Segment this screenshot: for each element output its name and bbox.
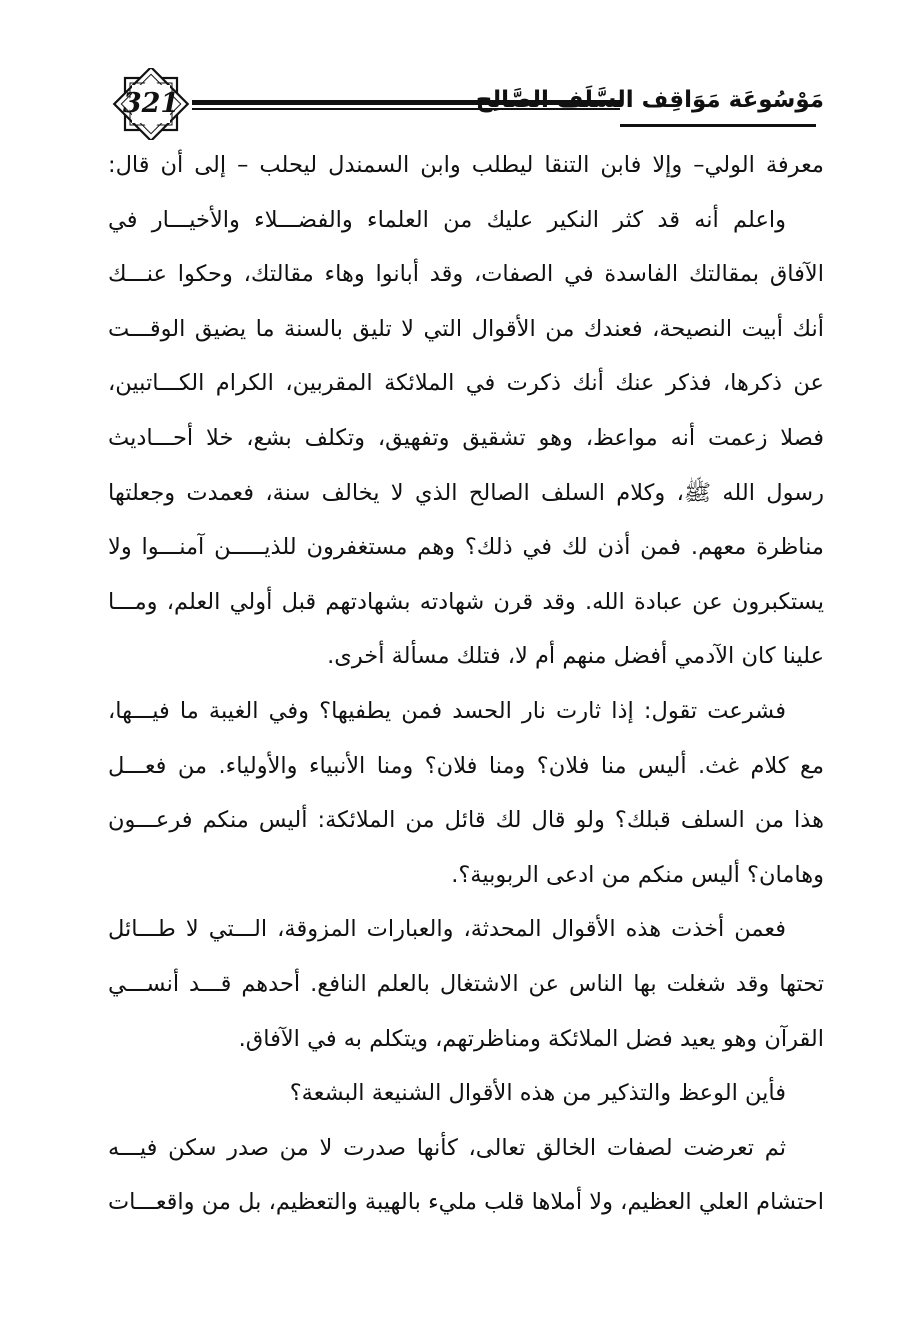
- paragraph-end-line: علينا كان الآدمي أفضل منهم أم لا، فتلك مسألة أخرى.: [327, 643, 824, 670]
- text-line: فصلا زعمت أنه مواعظ، وهو تشقيق وتفهيق، وتكلف بشع، خلا أحـــاديث: [108, 424, 824, 451]
- text-line: رسول الله ﷺ، وكلام السلف الصالح الذي لا يخالف سنة، فعمدت وجعلتها: [108, 479, 824, 506]
- paragraph-start-line: فعمن أخذت هذه الأقوال المحدثة، والعبارات المزوقة، الـــتي لا طـــائل: [108, 916, 786, 943]
- book-title-underline: [620, 124, 816, 127]
- text-line: تحتها وقد شغلت بها الناس عن الاشتغال بالعلم النافع. أحدهم قـــد أنســـي: [108, 970, 824, 997]
- text-line: مع كلام غث. أليس منا فلان؟ ومنا فلان؟ ومنا الأنبياء والأولياء. من فعـــل: [108, 752, 824, 779]
- page-number-badge: [112, 68, 190, 140]
- paragraph-start-line: واعلم أنه قد كثر النكير عليك من العلماء والفضـــلاء والأخيـــار في: [108, 206, 786, 233]
- page-body: [108, 138, 824, 1230]
- text-line: مناظرة معهم. فمن أذن لك في ذلك؟ وهم مستغفرون للذيـــــن آمنـــوا ولا: [108, 534, 824, 561]
- text-line: هذا من السلف قبلك؟ ولو قال لك قائل من الملائكة: أليس منكم فرعـــون: [108, 807, 824, 834]
- page-header: [112, 58, 824, 150]
- text-line: الآفاق بمقالتك الفاسدة في الصفات، وقد أبانوا وهاء مقالتك، وحكوا عنـــك: [108, 261, 824, 288]
- paragraph-line: فأين الوعظ والتذكير من هذه الأقوال الشنيعة البشعة؟: [289, 1080, 786, 1107]
- book-title: مَوْسُوعَة مَوَاقِف السَّلَف الصَّالِح: [475, 87, 824, 113]
- paragraph-start-line: ثم تعرضت لصفات الخالق تعالى، كأنها صدرت لا من صدر سكن فيـــه: [108, 1134, 786, 1161]
- text-line: عن ذكرها، فذكر عنك أنك ذكرت في الملائكة المقربين، الكرام الكـــاتبين،: [108, 370, 824, 397]
- page-number: 321: [122, 88, 180, 119]
- paragraph-start-line: فشرعت تقول: إذا ثارت نار الحسد فمن يطفيها؟ وفي الغيبة ما فيـــها،: [108, 697, 786, 724]
- text-line: يستكبرون عن عبادة الله. وقد قرن شهادته بشهادتهم قبل أولي العلم، ومـــا: [108, 588, 824, 615]
- text-line: احتشام العلي العظيم، ولا أملاها قلب مليء بالهيبة والتعظيم، بل من واقعـــات: [108, 1189, 824, 1216]
- text-line: معرفة الولي– وإلا فابن التنقا ليطلب وابن السمندل ليحلب – إلى أن قال:: [108, 152, 824, 178]
- text-line: أنك أبيت النصيحة، فعندك من الأقوال التي لا تليق بالسنة ما يضيق الوقـــت: [108, 315, 824, 342]
- paragraph-end-line: وهامان؟ أليس منكم من ادعى الربوبية؟.: [451, 861, 824, 888]
- paragraph-end-line: القرآن وهو يعيد فضل الملائكة ومناظرتهم، ويتكلم به في الآفاق.: [238, 1025, 824, 1052]
